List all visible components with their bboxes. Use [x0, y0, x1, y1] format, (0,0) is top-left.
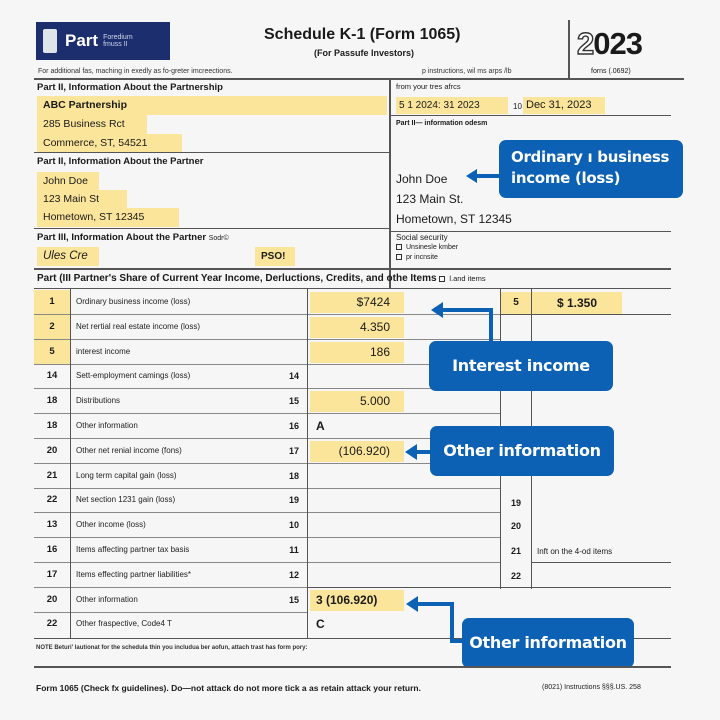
row-line-number: 15	[288, 396, 299, 407]
tax-year: 2023	[577, 26, 642, 61]
row-number: 13	[46, 519, 58, 531]
row-description: Long term capital gain (loss)	[76, 470, 177, 480]
callout-interest-income: Interest income	[429, 341, 613, 391]
document-icon	[43, 29, 57, 53]
row-line-number: 17	[288, 445, 299, 456]
row-description: Items affecting partner tax basis	[76, 545, 190, 554]
row-number: 20	[46, 593, 58, 605]
row-value-field[interactable]: 3 (106.920)	[310, 590, 404, 611]
partner-section-title: Part II, Information About the Partner	[37, 156, 204, 167]
arrow-left-icon	[464, 168, 502, 184]
right-partner-name: John Doe	[396, 172, 448, 186]
right-line-21: 21	[510, 546, 521, 556]
tax-year-from-field[interactable]: 5 1 2024: 31 2023	[396, 97, 508, 114]
row-value-field[interactable]: A	[316, 419, 325, 433]
table-row	[34, 563, 500, 588]
row-line-number: 11	[289, 545, 299, 555]
divider	[34, 666, 671, 668]
arrow-left-icon	[404, 596, 466, 646]
table-row	[34, 513, 500, 538]
row-value-field[interactable]: C	[316, 617, 325, 632]
checkbox[interactable]	[396, 244, 402, 250]
partner-address2-field[interactable]: Hometown, ST 12345	[37, 208, 179, 227]
to-label: 10	[513, 102, 522, 111]
right-partner-address2: Hometown, ST 12345	[396, 212, 512, 226]
callout-ordinary-income: Ordinary ı business income (loss)	[499, 140, 683, 198]
row-description: Net rertial real estate income (loss)	[76, 321, 201, 331]
row-line-number: 10	[288, 520, 299, 531]
row-line-number: 19	[288, 495, 299, 506]
row-value-field[interactable]: 186	[310, 342, 404, 363]
divider	[308, 587, 671, 588]
checkbox[interactable]	[396, 254, 402, 260]
divider	[389, 78, 391, 288]
row-number: 20	[46, 444, 58, 456]
row-number: 5	[34, 340, 70, 365]
partner-type-field[interactable]: Ules Cre	[37, 247, 99, 266]
row-description: Distributions	[76, 396, 121, 406]
partner-address1-field[interactable]: 123 Main St	[37, 190, 127, 209]
partnership-section-title: Part II, Information About the Partnership	[37, 82, 223, 93]
partnership-address2-field[interactable]: Commerce, ST, 54521	[37, 134, 182, 153]
right-line-22: 22	[510, 571, 521, 581]
divider	[500, 314, 671, 315]
callout-other-information-2: Other information	[462, 618, 634, 668]
divider	[568, 20, 570, 78]
form-number: forns (.0692)	[591, 68, 631, 75]
tax-year-label: from your tres afrcs	[396, 82, 461, 91]
share-section-title: Part (III Partner's Share of Current Year Income, Derluctions, Credits, and othe Items l.and items	[37, 273, 486, 284]
checkbox[interactable]	[439, 276, 445, 282]
additional-note: For additional fas, maching in exedly as fo-greter imcreections.	[38, 68, 233, 75]
row-description: Ordinary business income (loss)	[76, 297, 191, 306]
row-number: 2	[34, 315, 70, 340]
row-number: 14	[46, 370, 58, 382]
part3-partner-title: Part III, Information About the Partner Sodr©	[37, 232, 229, 243]
footer-note: NOTE Beturi' lautionat for the schedula thin you includua ber aofun, attach trast has form pory:	[36, 645, 308, 651]
row-line-number: 16	[288, 421, 299, 431]
ss-option-2[interactable]: pr incnsite	[396, 254, 438, 261]
footer-right: (8021) Instructions §§§.US. 258	[542, 684, 641, 691]
row-description: Other information	[76, 421, 138, 430]
row-description: Other information	[76, 594, 138, 604]
arrow-left-icon	[429, 298, 499, 344]
row-number: 22	[46, 618, 58, 630]
row-value-field[interactable]: (106.920)	[310, 441, 404, 462]
row-description: interest income	[76, 346, 131, 356]
divider	[389, 115, 671, 116]
k1-form	[34, 18, 684, 708]
row-line-number: 12	[288, 569, 299, 580]
row-line-number: 18	[288, 470, 299, 481]
divider	[34, 152, 390, 153]
divider	[34, 228, 390, 229]
row-line-number: 14	[288, 371, 299, 382]
land-items-option[interactable]: l.and items	[439, 274, 485, 283]
right-line-19: 19	[510, 498, 521, 508]
arrow-left-icon	[404, 443, 434, 461]
table-row	[34, 538, 500, 563]
right-partner-address1: 123 Main St.	[396, 192, 464, 206]
divider	[34, 288, 671, 289]
row-value-field[interactable]	[310, 515, 404, 536]
table-row	[34, 389, 500, 414]
row-number: 16	[46, 544, 58, 555]
divider	[531, 562, 671, 563]
tax-year-to-field[interactable]: Dec 31, 2023	[523, 97, 605, 114]
box5-value-field[interactable]: $ 1.350	[532, 292, 622, 314]
logo-subtext: Foredium fmuss II	[103, 34, 133, 48]
partner-name-field[interactable]: John Doe	[37, 172, 99, 191]
row-description: Sett-employment camings (loss)	[76, 371, 191, 381]
row-value-field[interactable]	[310, 540, 404, 561]
row-number: 18	[46, 420, 58, 431]
logo-text: Part	[65, 31, 99, 50]
row-number: 22	[46, 494, 58, 506]
divider	[70, 289, 71, 639]
row-description: Other net renial income (fons)	[76, 445, 182, 455]
social-security-label: Social security	[396, 233, 448, 242]
partnership-address1-field[interactable]: 285 Business Rct	[37, 115, 147, 134]
form-title: Schedule K-1 (Form 1065)	[264, 26, 461, 43]
box5-number: 5	[501, 292, 531, 314]
row-description: Other fraspective, Code4 T	[76, 619, 172, 629]
info-section-title: Part II— information odesm	[396, 120, 488, 127]
row-description: Items effecting partner liabilities*	[76, 569, 192, 579]
partner-code-field[interactable]: PSO!	[255, 247, 295, 266]
right-line-20: 20	[510, 521, 521, 531]
ss-option-1[interactable]: Unsinesle kmber	[396, 244, 458, 251]
form-subtitle: (For Passufe Investors)	[314, 48, 415, 58]
row-value-field[interactable]: 4.350	[310, 317, 404, 338]
row-description: Net section 1231 gain (loss)	[76, 495, 176, 505]
divider	[34, 78, 684, 80]
row-value-field[interactable]	[310, 466, 404, 487]
row-number: 1	[34, 290, 70, 315]
row-value-field[interactable]	[310, 565, 404, 586]
callout-other-information-1: Other information	[430, 426, 614, 476]
divider	[34, 268, 671, 270]
right-line-21-text: Inft on the 4-od items	[537, 547, 613, 556]
row-value-field[interactable]: $7424	[310, 292, 404, 313]
row-value-field[interactable]	[310, 490, 404, 511]
instructions-note: p instructions, wil ms arps /lb	[422, 68, 512, 75]
row-number: 17	[46, 568, 58, 580]
row-value-field[interactable]	[310, 366, 404, 387]
partnership-name-field[interactable]: ABC Partnership	[37, 96, 387, 115]
row-number: 21	[46, 469, 58, 481]
divider	[389, 231, 671, 232]
footer-main: Form 1065 (Check fx guidelines). Do—not attack do not more tick a as retain attack your return.	[36, 683, 421, 693]
table-row	[34, 488, 500, 513]
row-value-field[interactable]: 5.000	[310, 391, 404, 412]
form-logo	[36, 22, 170, 60]
row-line-number: 15	[288, 594, 299, 605]
row-description: Other income (loss)	[76, 520, 146, 530]
row-number: 18	[46, 395, 58, 407]
